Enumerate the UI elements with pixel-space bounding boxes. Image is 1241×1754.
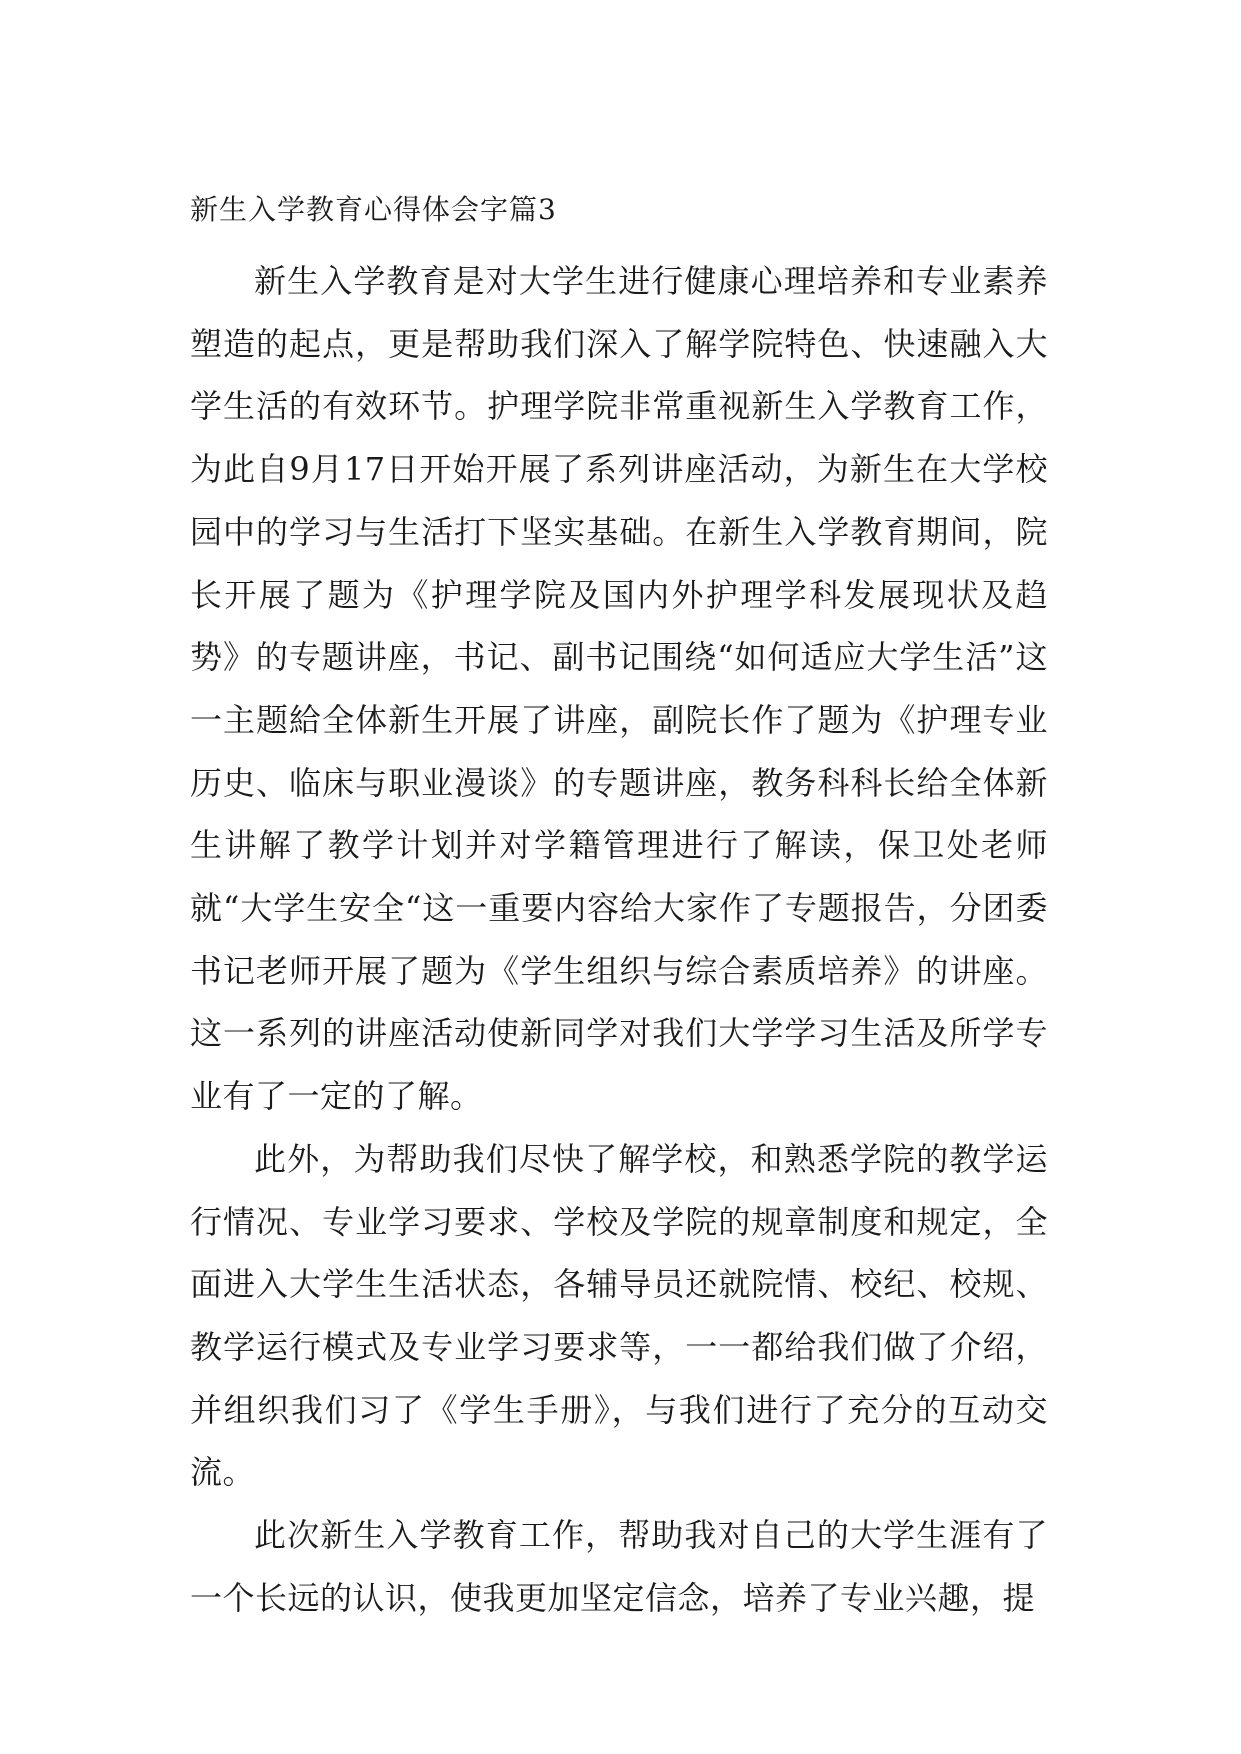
document-body [190, 250, 1048, 1629]
paragraph-reflection: 此次新生入学教育工作，帮助我对自己的大学生涯有了一个长远的认识，使我更加坚定信念，培养了专业兴趣，提 [190, 1516, 1048, 1617]
paragraph-additional: 此外，为帮助我们尽快了解学校，和熟悉学院的教学运行情况、专业学习要求、学校及学院的规章制度和规定，全面进入大学生生活状态，各辅导员还就院情、校纪、校规、教学运行模式及专业学习要求等，一一都给我们做了介绍，并组织我们习了《学生手册》，与我们进行了充分的互动交流。 [190, 1139, 1048, 1492]
paragraph-intro: 新生入学教育是对大学生进行健康心理培养和专业素养塑造的起点，更是帮助我们深入了解学院特色、快速融入大学生活的有效环节。护理学院非常重视新生入学教育工作，为此自9月17日开始开展了系列讲座活动，为新生在大学校园中的学习与生活打下坚实基础。在新生入学教育期间，院长开展了题为《护理学院及国内外护理学科发展现状及趋势》的专题讲座，书记、副书记围绕“如何适应大学生活”这一主题給全体新生开展了讲座，副院长作了题为《护理专业历史、临床与职业漫谈》的专题讲座，教务科科长给全体新生讲解了教学计划并对学籍管理进行了解读，保卫处老师就“大学生安全“这一重要内容给大家作了专题报告，分团委书记老师开展了题为《学生组织与综合素质培养》的讲座。这一系列的讲座活动使新同学对我们大学学习生活及所学专业有了一定的了解。 [190, 262, 1048, 1116]
document-heading: 新生入学教育心得体会字篇3 [190, 193, 557, 226]
